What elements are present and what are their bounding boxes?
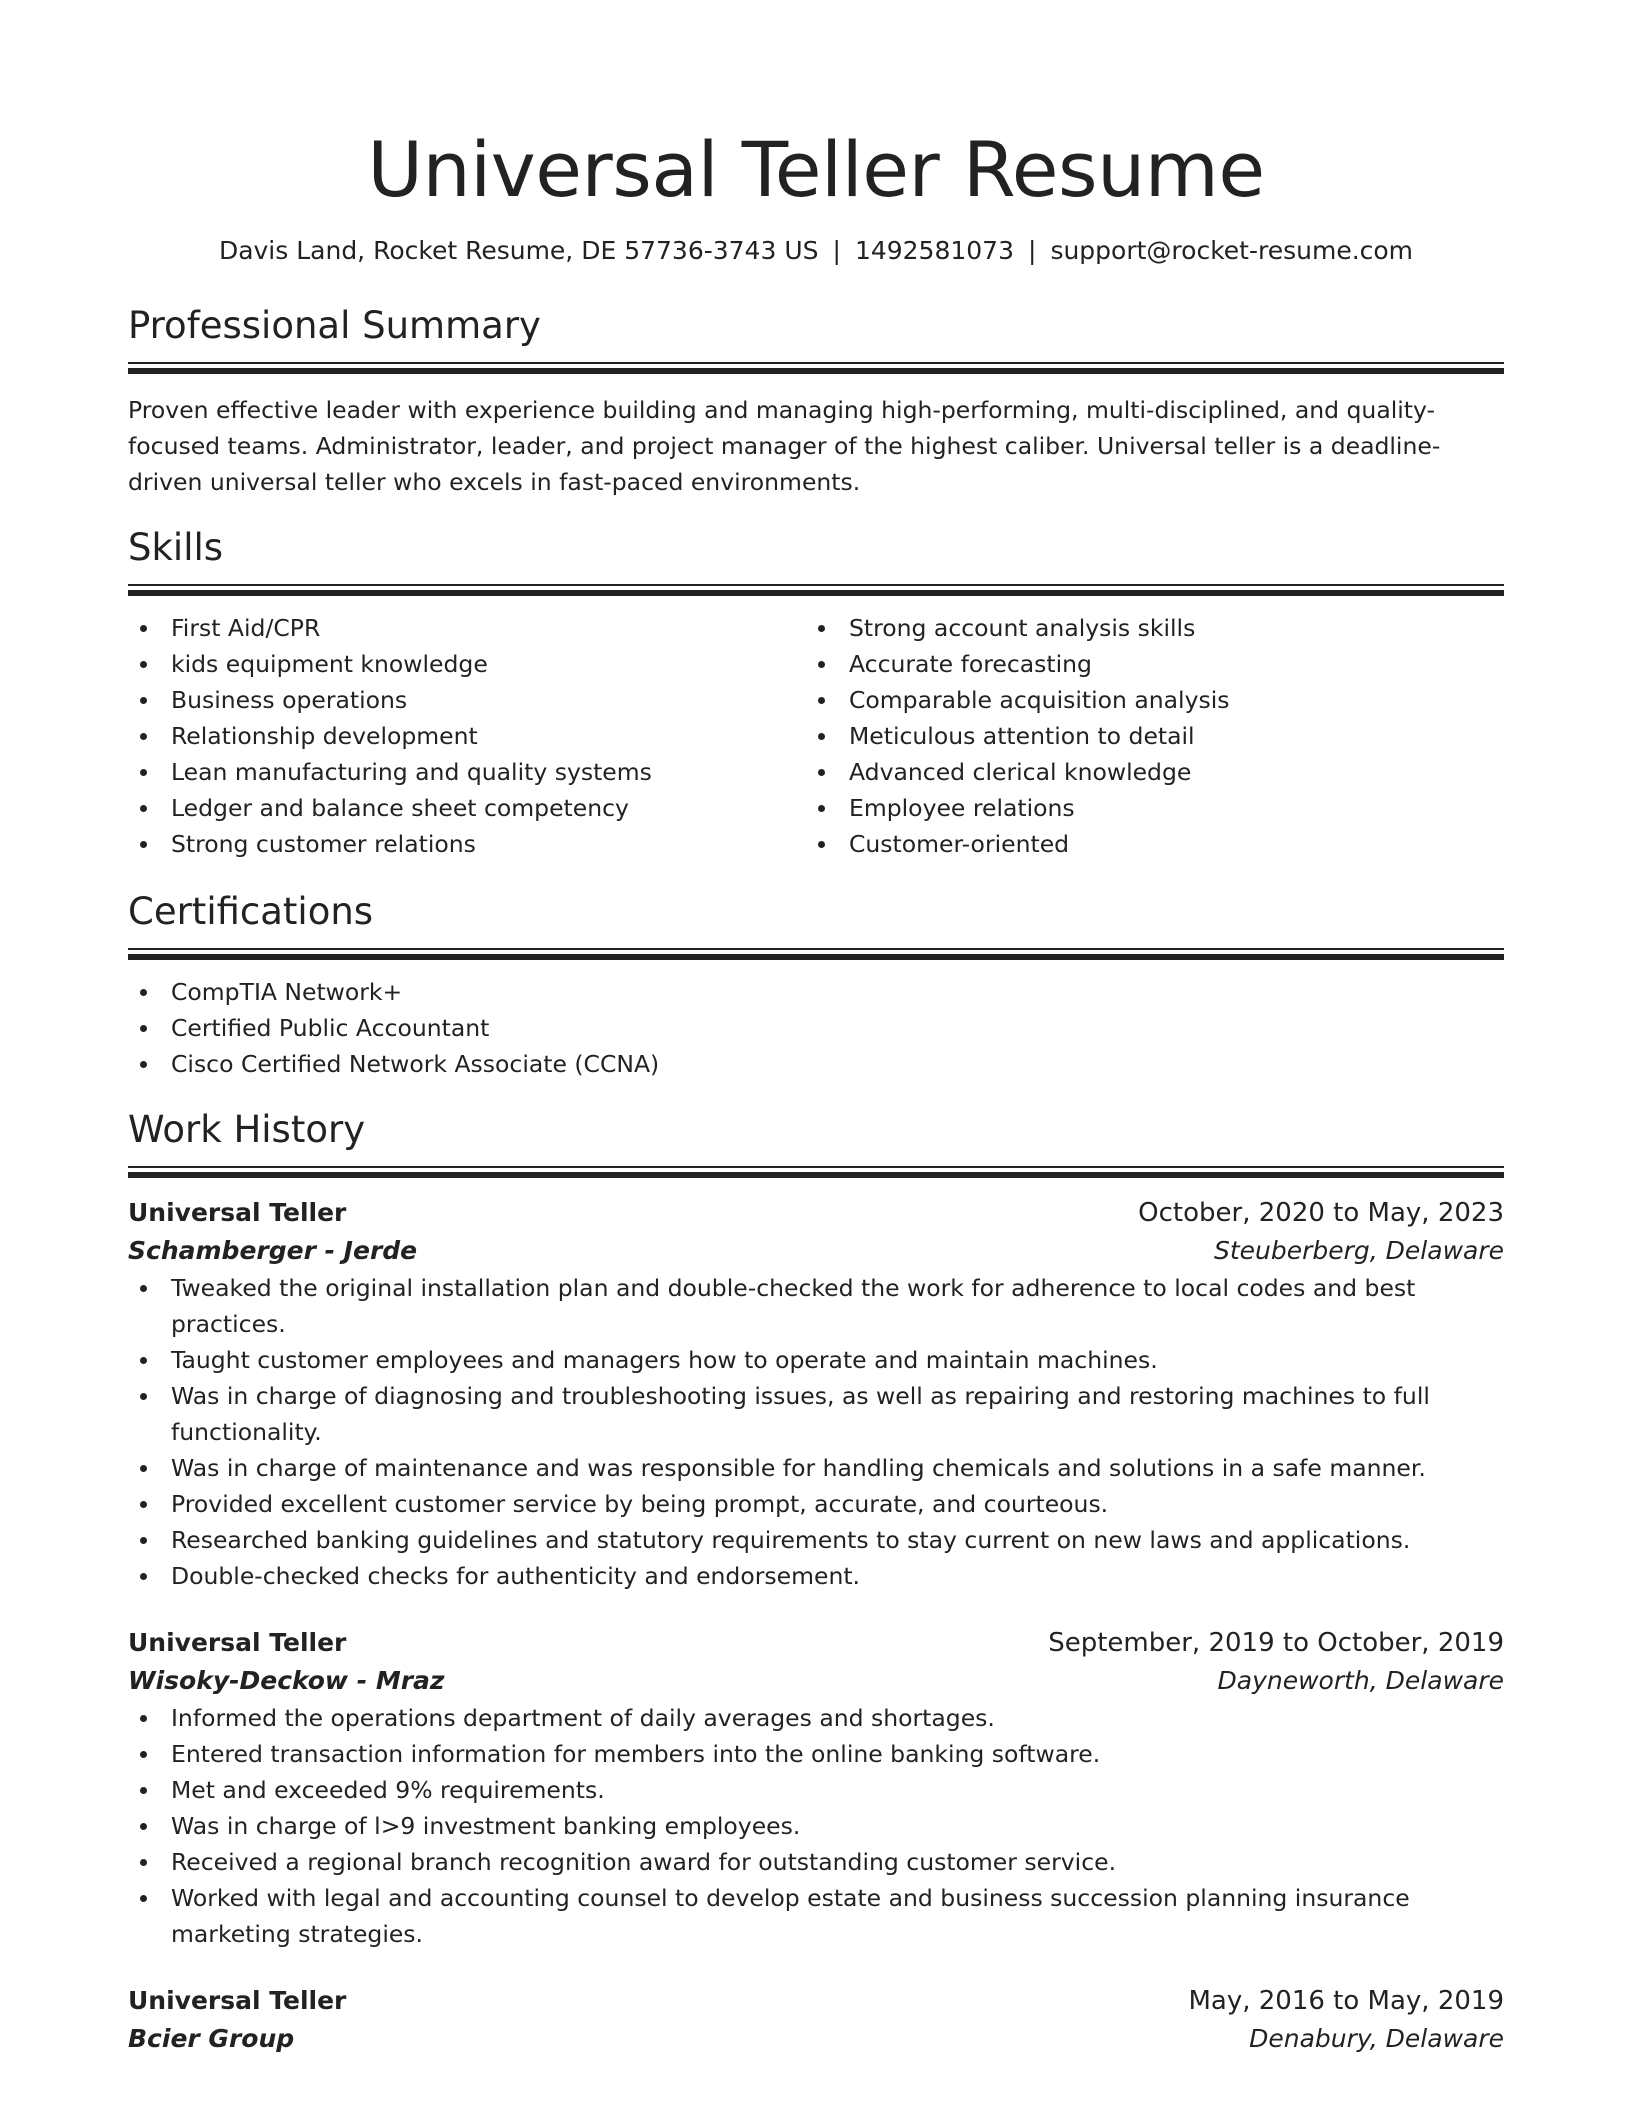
job-dates: September, 2019 to October, 2019 [1048,1628,1504,1658]
list-item: Was in charge of l>9 investment banking employees. [128,1808,1504,1844]
summary-text: Proven effective leader with experience building and managing high-performing, multi-disciplined, and quality-focused teams. Administrator, leader, and project manager of the highest caliber. Universal teller is a deadline-driven universal teller who excels in fast-paced environments. [128,396,1441,496]
contact-address: Davis Land, Rocket Resume, DE 57736-3743 US [218,236,819,265]
section-divider [128,584,1504,596]
section-heading: Professional Summary [128,304,541,347]
certifications-section [128,888,1504,1082]
job-header [128,1194,1504,1232]
contact-email: support@rocket-resume.com [1050,236,1414,265]
list-item: First Aid/CPR [128,610,806,646]
list-item: Double-checked checks for authenticity and endorsement. [128,1558,1504,1594]
list-item: kids equipment knowledge [128,646,806,682]
list-item: Received a regional branch recognition award for outstanding customer service. [128,1844,1504,1880]
skills-columns [128,610,1504,862]
list-item: Lean manufacturing and quality systems [128,754,806,790]
list-item: Worked with legal and accounting counsel to develop estate and business succession planning insurance marketing strategies. [128,1880,1504,1952]
skills-section [128,524,1504,862]
list-item: Relationship development [128,718,806,754]
job-location: Dayneworth, Delaware [1217,1666,1504,1695]
resume-page [128,0,1504,2058]
list-item: Ledger and balance sheet competency [128,790,806,826]
list-item: Customer-oriented [806,826,1484,862]
list-item: Was in charge of maintenance and was responsible for handling chemicals and solutions in a safe manner. [128,1450,1504,1486]
section-heading: Certifications [128,890,374,933]
list-item: Was in charge of diagnosing and troubleshooting issues, as well as repairing and restoring machines to full functionality. [128,1378,1504,1450]
job-company: Wisoky-Deckow - Mraz [128,1666,445,1695]
job-duties [128,1700,1504,1952]
list-item: Meticulous attention to detail [806,718,1484,754]
list-item: Advanced clerical knowledge [806,754,1484,790]
contact-separator: | [832,236,841,265]
list-item: Accurate forecasting [806,646,1484,682]
list-item: Entered transaction information for members into the online banking software. [128,1736,1504,1772]
list-item: Tweaked the original installation plan and double-checked the work for adherence to local codes and best practices. [128,1270,1504,1342]
resume-title: Universal Teller Resume [367,125,1265,214]
job-entry [128,1194,1504,1594]
job-dates: October, 2020 to May, 2023 [1138,1198,1504,1228]
list-item: Taught customer employees and managers how to operate and maintain machines. [128,1342,1504,1378]
list-item: Provided excellent customer service by being prompt, accurate, and courteous. [128,1486,1504,1522]
section-heading: Skills [128,526,224,569]
job-subheader [128,1232,1504,1270]
list-item: Strong customer relations [128,826,806,862]
list-item: CompTIA Network+ [128,974,1504,1010]
job-header [128,1982,1504,2020]
job-dates: May, 2016 to May, 2019 [1188,1986,1504,2016]
work-history-section [128,1106,1504,2058]
list-item: Comparable acquisition analysis [806,682,1484,718]
job-subheader [128,1662,1504,1700]
job-location: Steuberberg, Delaware [1213,1236,1504,1265]
job-entry [128,1624,1504,1952]
contact-line [128,234,1504,268]
job-entry [128,1982,1504,2058]
section-divider [128,1166,1504,1178]
skills-list-left [128,610,806,862]
section-divider [128,362,1504,374]
contact-separator: | [1028,236,1037,265]
job-title: Universal Teller [128,1198,347,1227]
list-item: Researched banking guidelines and statutory requirements to stay current on new laws and applications. [128,1522,1504,1558]
list-item: Certified Public Accountant [128,1010,1504,1046]
job-location: Denabury, Delaware [1249,2024,1504,2053]
certifications-list [128,974,1504,1082]
list-item: Employee relations [806,790,1484,826]
job-header [128,1624,1504,1662]
job-duties [128,1270,1504,1594]
section-divider [128,948,1504,960]
skills-list-right [806,610,1484,862]
contact-phone: 1492581073 [854,236,1014,265]
list-item: Cisco Certified Network Associate (CCNA) [128,1046,1504,1082]
list-item: Met and exceeded 9% requirements. [128,1772,1504,1808]
job-company: Bcier Group [128,2024,295,2053]
summary-section [128,302,1504,500]
job-company: Schamberger - Jerde [128,1236,418,1265]
job-subheader [128,2020,1504,2058]
list-item: Informed the operations department of daily averages and shortages. [128,1700,1504,1736]
list-item: Business operations [128,682,806,718]
list-item: Strong account analysis skills [806,610,1484,646]
section-heading: Work History [128,1108,366,1151]
job-title: Universal Teller [128,1986,347,2015]
job-title: Universal Teller [128,1628,347,1657]
